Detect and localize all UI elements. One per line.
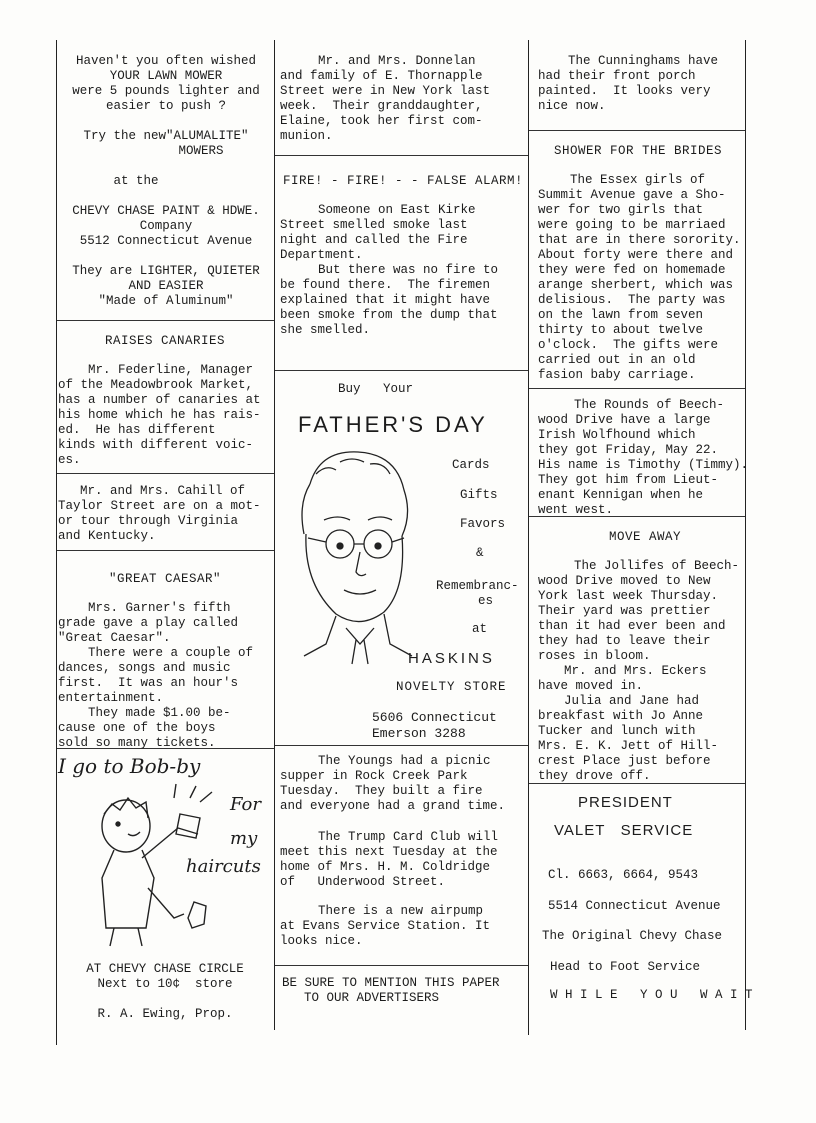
text-line: Try the new"ALUMALITE": [83, 129, 249, 143]
text-line: sold so many tickets.: [58, 736, 216, 750]
rule: [57, 473, 274, 474]
text-line: been smoke from the dump that: [280, 308, 498, 322]
text-line: Mr. and Mrs. Eckers: [564, 664, 707, 678]
text-line: Mr. Federline, Manager: [88, 363, 254, 377]
text-line: grade gave a play called: [58, 616, 239, 630]
text-line: of Underwood Street.: [280, 875, 446, 889]
barber-text: [58, 962, 272, 1022]
text-line: explained that it might have: [280, 293, 491, 307]
text-line: they had to leave their: [538, 634, 711, 648]
text-line: YOUR LAWN MOWER: [109, 69, 223, 83]
text-line: Mr. and Mrs. Cahill of: [80, 484, 246, 498]
text-line: The Jollifes of Beech-: [574, 559, 740, 573]
text-line: week. Their granddaughter,: [280, 99, 483, 113]
text-line: than it had ever been and: [538, 619, 726, 633]
text-line: she smelled.: [280, 323, 371, 337]
text-line: were going to be marriaed: [538, 218, 726, 232]
text-line: on the lawn from seven: [538, 308, 704, 322]
text-line: they got Friday, May 22.: [538, 443, 719, 457]
text-line: CHEVY CHASE PAINT & HDWE.: [72, 204, 260, 218]
text-line: [542, 884, 742, 899]
text-line: [60, 249, 272, 264]
text-line: munion.: [280, 129, 333, 143]
ad-item: es: [478, 594, 494, 608]
text-line: Street were in New York last: [280, 84, 491, 98]
text-line: thirty to about twelve: [538, 323, 704, 337]
text-line: crest Place just before: [538, 754, 711, 768]
text-line: fasion baby carriage.: [538, 368, 696, 382]
ad-title: FATHER'S DAY: [298, 412, 488, 437]
handwritten-text: For: [230, 794, 261, 815]
text-line: enant Kennigan when he: [538, 488, 704, 502]
text-line: meet this next Tuesday at the: [280, 845, 498, 859]
fathers-day-ad: [276, 374, 528, 742]
text-line: wood Drive moved to New: [538, 574, 711, 588]
text-line: cause one of the boys: [58, 721, 216, 735]
column-rule-2: [528, 40, 529, 1035]
text-line: that are in there sorority.: [538, 233, 741, 247]
text-line: wer for two girls that: [538, 203, 704, 217]
text-line: nice now.: [538, 99, 606, 113]
text-line: MOWERS: [178, 144, 224, 158]
text-line: be found there. The firemen: [280, 278, 491, 292]
rule: [57, 550, 274, 551]
article-heading: MOVE AWAY: [608, 530, 681, 544]
text-line: "Great Caesar".: [58, 631, 171, 645]
text-line: home of Mrs. H. M. Coldridge: [280, 860, 491, 874]
text-line: They are LIGHTER, QUIETER: [72, 264, 260, 278]
text-line: or tour through Virginia: [58, 514, 239, 528]
text-line: [58, 992, 272, 1007]
text-line: at Evans Service Station. It: [280, 919, 491, 933]
rule: [275, 370, 528, 371]
text-line: and Kentucky.: [58, 529, 156, 543]
text-line: Tuesday. They built a fire: [280, 784, 483, 798]
text-line: breakfast with Jo Anne: [538, 709, 704, 723]
barber-cartoon-drawing: [88, 778, 228, 948]
canaries-article: [58, 334, 272, 468]
mention-notice: [282, 976, 526, 1006]
text-line: arange sherbert, which was: [538, 278, 734, 292]
ad-item: Favors: [460, 517, 506, 531]
ad-store-name: HASKINS: [408, 650, 495, 667]
ad-store-type: NOVELTY STORE: [396, 680, 507, 694]
text-line: [542, 914, 742, 929]
text-line: o'clock. The gifts were: [538, 338, 719, 352]
rule: [57, 320, 274, 321]
cahill-article: [58, 484, 272, 544]
text-line: Mrs. Garner's fifth: [88, 601, 231, 615]
text-line: they drove off.: [538, 769, 651, 783]
text-line: delisious. The party was: [538, 293, 726, 307]
text-line: BE SURE TO MENTION THIS PAPER: [282, 976, 500, 990]
rule: [529, 130, 745, 131]
text-line: There is a new airpump: [318, 904, 484, 918]
article-heading: "GREAT CAESAR": [108, 572, 222, 586]
handwritten-text: my: [230, 828, 258, 849]
text-line: Mrs. E. K. Jett of Hill-: [538, 739, 719, 753]
text-line: Mr. and Mrs. Donnelan: [318, 54, 476, 68]
text-line: The Youngs had a picnic: [318, 754, 491, 768]
text-line: They got him from Lieut-: [538, 473, 719, 487]
airpump-article: [280, 904, 526, 949]
wolfhound-article: [538, 398, 768, 518]
text-line: Elaine, took her first com-: [280, 114, 483, 128]
text-line: carried out in an old: [538, 353, 696, 367]
text-line: night and called the Fire: [280, 233, 468, 247]
text-line: Next to 10¢ store: [97, 977, 233, 991]
text-line: [60, 189, 272, 204]
text-line: But there was no fire to: [318, 263, 499, 277]
text-line: AND EASIER: [128, 279, 204, 293]
valet-while-you-wait: W H I L E Y O U W A I T: [550, 988, 753, 1002]
text-line: The Essex girls of: [570, 173, 706, 187]
ad-item: Gifts: [460, 488, 498, 502]
text-line: entertainment.: [58, 691, 164, 705]
text-line: at the: [113, 174, 159, 188]
valet-title: VALET SERVICE: [554, 822, 694, 839]
text-line: wood Drive have a large: [538, 413, 711, 427]
text-line: Taylor Street are on a mot-: [58, 499, 261, 513]
text-line: easier to push ?: [105, 99, 227, 113]
text-line: Irish Wolfhound which: [538, 428, 696, 442]
trump-club-article: [280, 830, 526, 890]
text-line: [60, 114, 272, 129]
text-line: AT CHEVY CHASE CIRCLE: [86, 962, 244, 976]
text-line: The Trump Card Club will: [318, 830, 499, 844]
text-line: TO OUR ADVERTISERS: [304, 991, 440, 1005]
text-line: had their front porch: [538, 69, 696, 83]
great-caesar-article: [58, 572, 272, 751]
valet-details: [542, 868, 742, 975]
column-rule-left: [56, 40, 57, 1045]
handwritten-text: haircuts: [186, 856, 261, 877]
text-line: and everyone had a grand time.: [280, 799, 506, 813]
text-line: and family of E. Thornapple: [280, 69, 483, 83]
text-line: Someone on East Kirke: [318, 203, 476, 217]
text-line: Company: [139, 219, 193, 233]
ad-address: 5606 Connecticut: [372, 710, 497, 725]
text-line: About forty were there and: [538, 248, 734, 262]
text-line: Their yard was prettier: [538, 604, 711, 618]
ad-item: Cards: [452, 458, 490, 472]
text-line: of the Meadowbrook Market,: [58, 378, 254, 392]
text-line: Haven't you often wished: [75, 54, 257, 68]
valet-service-ad: [532, 790, 753, 1020]
text-line: R. A. Ewing, Prop.: [97, 1007, 233, 1021]
ad-buy-text: Buy Your: [338, 382, 414, 396]
text-line: The Cunninghams have: [568, 54, 719, 68]
picnic-article: [280, 754, 526, 814]
article-heading: SHOWER FOR THE BRIDES: [554, 144, 723, 158]
text-line: Summit Avenue gave a Sho-: [538, 188, 726, 202]
lawn-mower-ad: [60, 54, 272, 309]
text-line: Head to Foot Service: [550, 959, 701, 974]
valet-title: PRESIDENT: [578, 794, 673, 811]
ad-item: Remembranc-: [436, 579, 519, 593]
rule: [275, 965, 528, 966]
text-line: There were a couple of: [88, 646, 254, 660]
ad-phone: Emerson 3288: [372, 726, 466, 741]
rule: [529, 388, 745, 389]
donnelan-article: [280, 54, 526, 144]
text-line: kinds with different voic-: [58, 438, 254, 452]
ad-item: &: [476, 546, 484, 560]
text-line: [60, 159, 272, 174]
text-line: Cl. 6663, 6664, 9543: [548, 868, 699, 882]
text-line: 5514 Connecticut Avenue: [548, 898, 721, 913]
text-line: painted. It looks very: [538, 84, 711, 98]
article-heading: FIRE! - FIRE! - - FALSE ALARM!: [282, 174, 524, 188]
fire-article: [280, 174, 526, 338]
text-line: have moved in.: [538, 679, 644, 693]
text-line: looks nice.: [280, 934, 363, 948]
handwritten-text: I go to Bob-by: [58, 754, 201, 778]
text-line: supper in Rock Creek Park: [280, 769, 468, 783]
shower-article: [538, 144, 758, 383]
text-line: The Rounds of Beech-: [574, 398, 725, 412]
barber-ad: [58, 752, 272, 1032]
article-heading: RAISES CANARIES: [104, 334, 226, 348]
text-line: His name is Timothy (Timmy).: [538, 458, 749, 472]
text-line: [542, 945, 742, 960]
text-line: Tucker and lunch with: [538, 724, 696, 738]
text-line: roses in bloom.: [538, 649, 651, 663]
ad-item: at: [472, 622, 488, 636]
rule: [275, 155, 528, 156]
text-line: they were fed on homemade: [538, 263, 726, 277]
text-line: Street smelled smoke last: [280, 218, 468, 232]
text-line: went west.: [538, 503, 614, 517]
text-line: They made $1.00 be-: [88, 706, 231, 720]
text-line: es.: [58, 453, 81, 467]
rule: [275, 745, 528, 746]
text-line: were 5 pounds lighter and: [72, 84, 260, 98]
text-line: 5512 Connecticut Avenue: [79, 234, 253, 248]
man-portrait-drawing: [280, 444, 430, 674]
text-line: The Original Chevy Chase: [542, 929, 723, 943]
text-line: dances, songs and music: [58, 661, 231, 675]
text-line: York last week Thursday.: [538, 589, 719, 603]
text-line: "Made of Aluminum": [98, 294, 234, 308]
text-line: his home which he has rais-: [58, 408, 261, 422]
text-line: Department.: [280, 248, 363, 262]
column-rule-1: [274, 40, 275, 1030]
text-line: first. It was an hour's: [58, 676, 239, 690]
text-line: Julia and Jane had: [564, 694, 700, 708]
cunningham-article: [538, 54, 744, 114]
text-line: ed. He has different: [58, 423, 216, 437]
move-away-article: [538, 530, 752, 784]
text-line: has a number of canaries at: [58, 393, 261, 407]
